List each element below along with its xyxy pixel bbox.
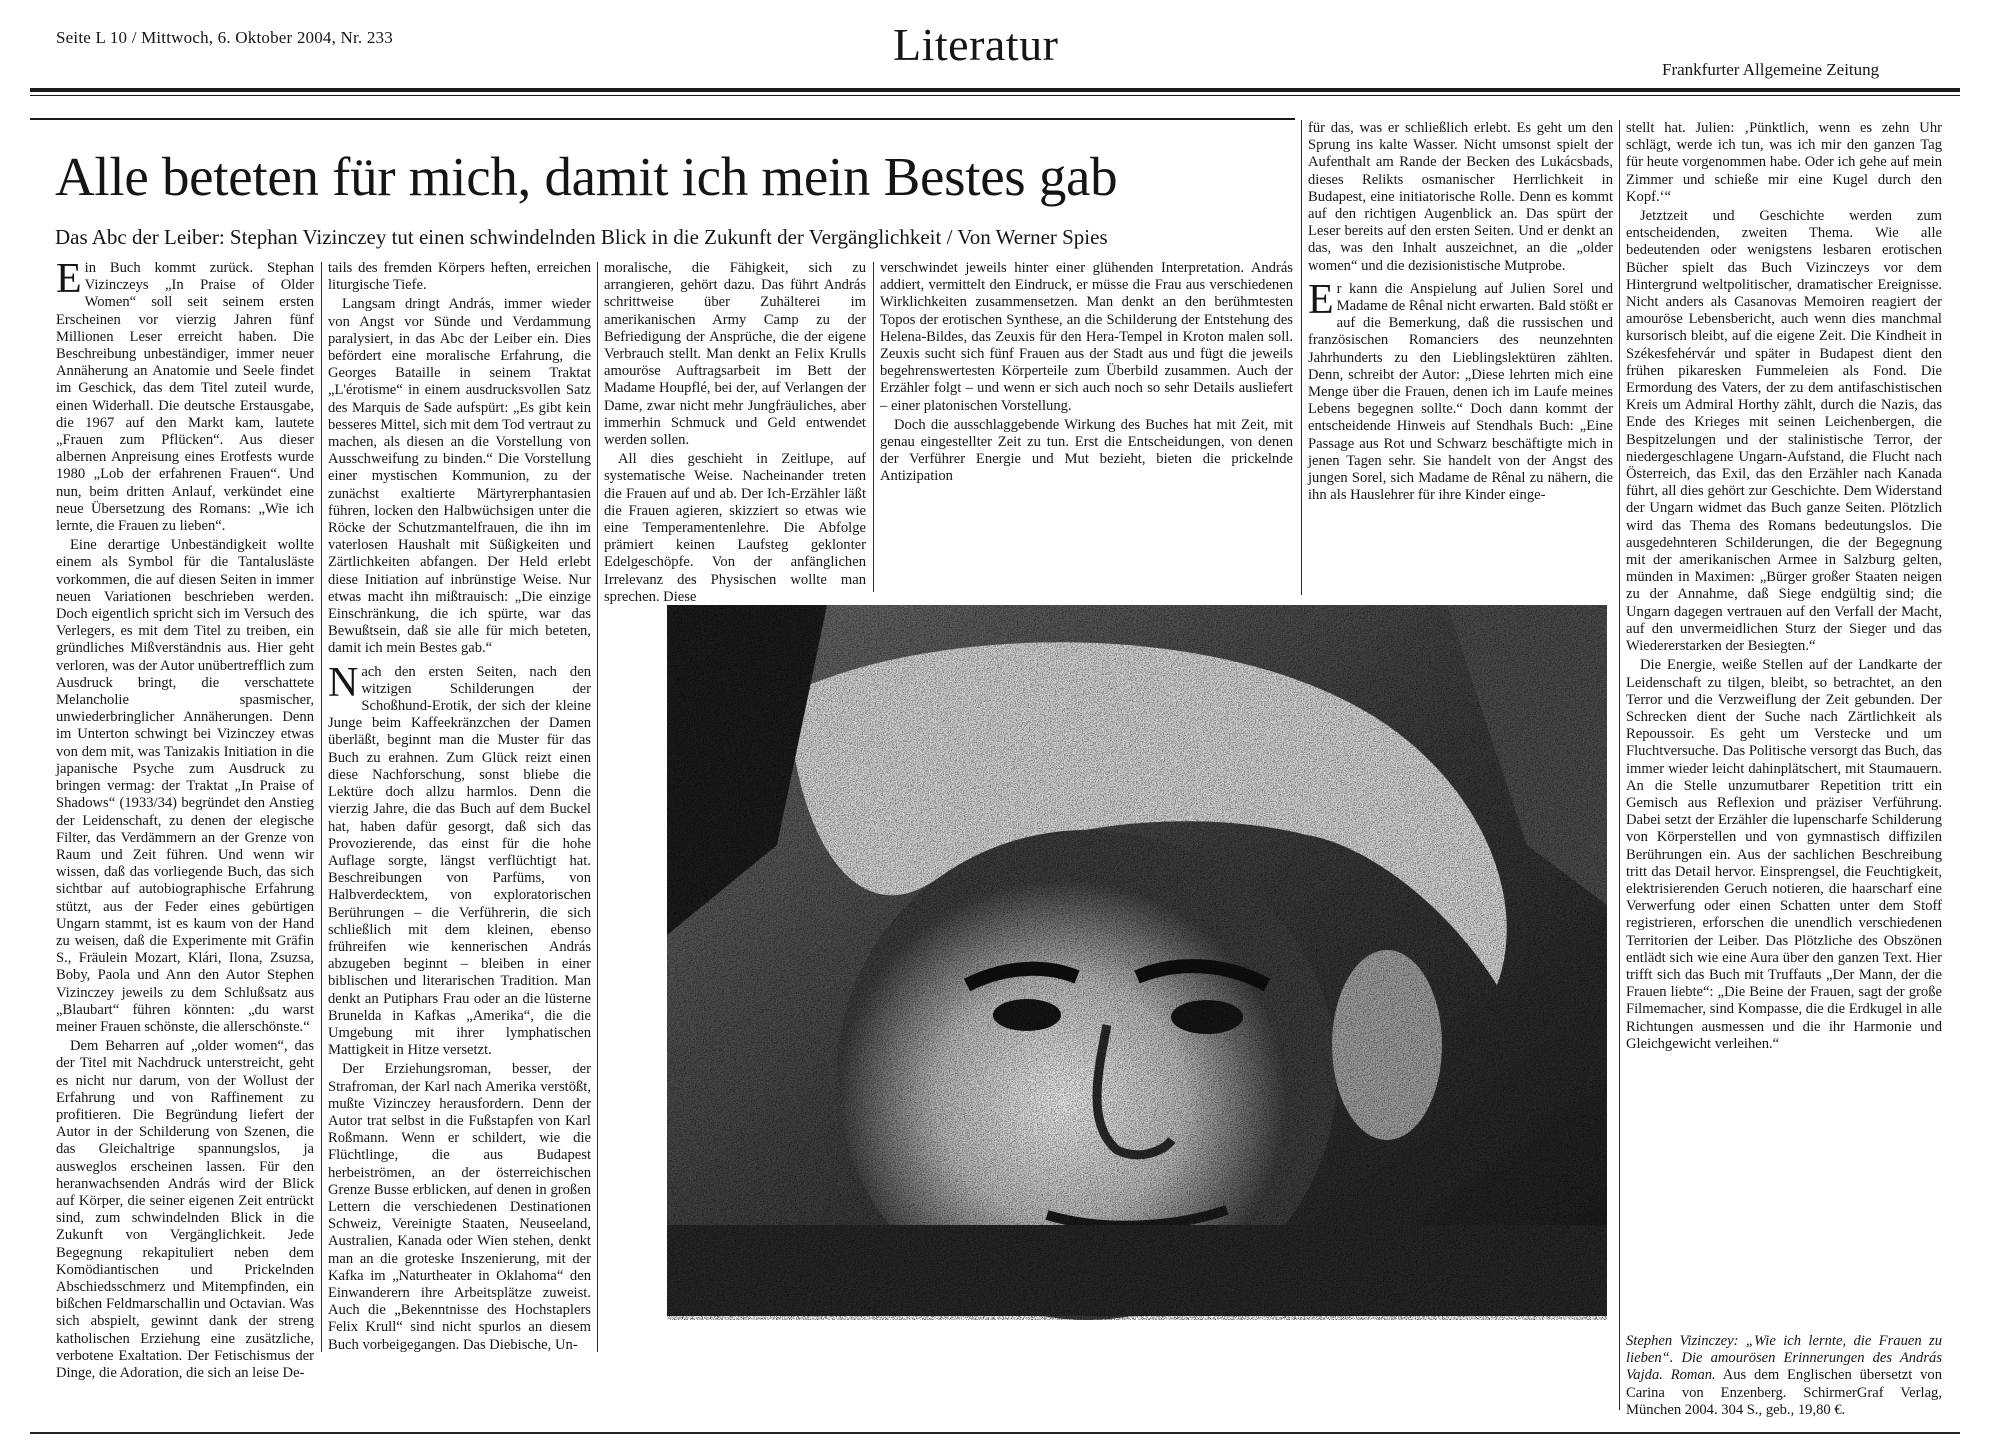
- paragraph: Nach den ersten Seiten, nach den witzigen Schilderungen der Schoßhund-Erotik, der sich der kleine Junge beim Kaffeekränzchen der Damen überläßt, beginnt man die Muster für das Buch zu erahnen. Zum Glück reizt einen diese Nachforschung, sonst bliebe die Lektüre doch allzu harmlos. Denn die vierzig Jahre, die das Buch auf dem Buckel hat, haben dafür gesorgt, daß sich das Provozierende, das einst für die hohe Auflage sorgte, längst verflüchtigt hat. Beschreibungen von Parfüms, von Halbverdecktem, von exploratorischen Berührungen – die Verführerin, die sich schließlich mit dem kleinen, ebenso frühreifen wie kennerischen András abzugeben beginnt – bleiben in einer biblischen und literarischen Tradition. Man denkt an Putiphars Frau oder an die lüsterne Brunelda in Kafkas „Amerika“, die die Umgebung mit ihrer lymphatischen Mattigkeit in Hitze versetzt.: [328, 659, 591, 1059]
- book-caption: [1626, 1333, 1942, 1419]
- paragraph: Langsam dringt András, immer wieder von Angst vor Sünde und Verdammung paralysiert, in das Abc der Leiber ein. Dies befördert eine moralische Erfahrung, die Georges Bataille in seinem Traktat „L'érotisme“ in einem ausdrucksvollen Satz des Marquis de Sade aufspürt: „Es gibt kein besseres Mittel, sich mit dem Tod vertraut zu machen, als diesen an die Vorstellung von Ausschweifung zu binden.“ Die Vorstellung einer mystischen Kommunion, zu der zunächst exaltierte Märtyrerphantasien führen, locken den Halbwüchsigen unter die Röcke der Schutzmantelfrauen, die ihn im vaterlosen Haushalt mit Süßigkeiten und Zärtlichkeiten abfangen. Der Held erlebt diese Initiation auf inbrünstige Weise. Nur etwas macht ihn mißtrauisch: „Die einzige Einschränkung, die ich spürte, war das Bewußtsein, daß sie alle für mich beteten, damit ich mein Bestes gab.“: [328, 296, 591, 657]
- article-column-2: [328, 260, 591, 1356]
- paragraph: All dies geschieht in Zeitlupe, auf systematische Weise. Nacheinander treten die Frauen auf und ab. Der Ich-Erzähler läßt die Frauen agieren, skizziert so etwas wie eine Temperamentenlehre. Die Abfolge prämiert keinen Laufsteg geklonter Edelgeschöpfe. Von der anfänglichen Irrelevanz des Physischen wollte man sprechen. Diese: [604, 451, 866, 605]
- paragraph: Er kann die Anspielung auf Julien Sorel und Madame de Rênal nicht erwarten. Bald stößt er auf die Bemerkung, daß die russischen und französischen Romanciers des neunzehnten Jahrhunderts zu den Lieblingslektüren zählten. Denn, schreibt der Autor: „Diese lehrten mich eine Menge über die Frauen, denen ich im Laufe meines Lebens begegnen sollte.“ Doch dann kommt der entscheidende Hinweis auf Stendhals Buch: „Eine Passage aus Rot und Schwarz beschäftigte mich in jenen Tagen sehr. Sie handelt von der Angst des jungen Sorel, sich Madame de Rênal zu nähern, die ihn als Hauslehrer für ihre Kinder einge-: [1308, 276, 1613, 504]
- article-column-6: [1626, 120, 1942, 1320]
- article-column-3: [604, 260, 866, 605]
- newspaper-name: Frankfurter Allgemeine Zeitung: [1662, 60, 1880, 79]
- paragraph: Eine derartige Unbeständigkeit wollte einem als Symbol für die Tantalusläste vorkommen, die auf diesen Seiten in immer neuen Variationen beschrieben werden. Doch eigentlich spricht sich im Versuch des Verlegers, es mit dem Titel zu treiben, ein gründliches Mißverständnis aus. Hier geht verloren, was der Autor unübertrefflich zum Ausdruck bringt, die verschattete Melancholie spasmischer, unwiederbringlicher Annäherungen. Denn im Unterton schwingt bei Vizinczey etwas von dem mit, was Tanizakis Initiation in die japanische Psyche zum Ausdruck zu bringen vermag: der Traktat „In Praise of Shadows“ (1933/34) begründet den Anstieg der Leidenschaft, zu denen der elegische Filter, das Verdämmern an der Grenze von Raum und Zeit führen. Und wenn wir wissen, daß das vorliegende Buch, das sich sichtbar auf autobiographische Erfahrung stützt, aus der Feder eines gebürtigen Ungarn stammt, ist es kaum von der Hand zu weisen, daß die Experimente mit Gräfin S., Fräulein Mozart, Klári, Ilona, Zsuzsa, Boby, Paola und Ann den Autor Stephen Vizinczey jeweils zu dem Schlußsatz aus „Blaubart“ führen könnten: „du warst meiner Frauen schönste, die allerschönste.“: [56, 537, 314, 1035]
- column-separator: [1301, 120, 1302, 595]
- drop-cap: N: [328, 659, 359, 706]
- drop-cap: E: [56, 256, 82, 302]
- paragraph: tails des fremden Körpers heften, erreichen liturgische Tiefe.: [328, 260, 591, 294]
- issue-line: Seite L 10 / Mittwoch, 6. Oktober 2004, Nr. 233: [56, 28, 393, 47]
- drop-cap: E: [1308, 276, 1334, 323]
- paragraph: stellt hat. Julien: ‚Pünktlich, wenn es zehn Uhr schlägt, werde ich tun, was ich mir den ganzen Tag für heute vorgenommen habe. Oder ich gehe auf mein Zimmer und schieße mir eine Kugel durch den Kopf.‘“: [1626, 120, 1942, 205]
- paragraph: Dem Beharren auf „older women“, das der Titel mit Nachdruck unterstreicht, geht es nicht nur darum, von der Wollust der Erfahrung und von Raffinement zu profitieren. Die Begründung liefert der Autor in der Schilderung von Szenen, die das Gleichaltrige spannungslos, ja ausweglos erscheinen lassen. Für den heranwachsenden András wird der Blick auf Körper, die seiner eigenen Zeit entrückt sind, zum schwindelnden Blick in die Zukunft von Vergänglichkeit. Jede Begegnung rekapituliert neben dem Komödiantischen und Prickelnden Abschiedsschmerz und Mitempfinden, ein bißchen Feldmarschallin und Octavian. Was sich abspielt, gewinnt dank der streng katholischen Erziehung eine zusätzliche, verbotene Exaltation. Der Fetischismus der Dinge, die Adoration, die sich an leise De-: [56, 1038, 314, 1381]
- paragraph: verschwindet jeweils hinter einer glühenden Interpretation. András addiert, vermittelt den Eindruck, er müsse die Frau aus verschiedenen Wirklichkeiten zusammensetzen. Man denkt an den berühmtesten Topos der erotischen Synthese, an die Schilderung der Entstehung des Helena-Bildes, das Zeuxis für den Hera-Tempel in Kroton malen soll. Zeuxis sucht sich fünf Frauen aus der Stadt aus und fügt die jeweils begehrenswertesten Körperteile zum Überbild zusammen. Auch der Erzähler folgt – und wenn er sich auch noch so sehr Details ausliefert – einer platonischen Vorstellung.: [880, 260, 1293, 414]
- paragraph: Ein Buch kommt zurück. Stephan Vizinczeys „In Praise of Older Women“ soll seit seinem ersten Erscheinen vor vierzig Jahren fünf Millionen Leser erreicht haben. Die Beschreibung unbeständiger, immer neuer Annäherung an Anatomie und Seele findet im Geschick, das dem Titel zuteil wurde, einen Widerhall. Die deutsche Erstausgabe, die 1967 auf den Markt kam, lautete „Frauen zum Pflücken“. Aus dieser albernen Anpreisung eines Erotfests wurde 1980 „Lob der erfahrenen Frauen“. Und nun, beim dritten Anlauf, verkündet eine neue Übersetzung des Romans: „Wie ich lernte, die Frauen zu lieben“.: [56, 256, 314, 535]
- caption-publisher: Aus dem Englischen übersetzt von Carina von Enzenberg. SchirmerGraf Verlag, München 2004. 304 S., geb., 19,80 €.: [1626, 1367, 1943, 1418]
- column-separator: [873, 262, 874, 592]
- portrait-photo: [667, 605, 1607, 1316]
- column-separator: [597, 262, 598, 1352]
- paragraph: moralische, die Fähigkeit, sich zu arrangieren, gehört dazu. Das führt András schrittweise über Zuhälterei im amerikanischen Army Camp zu der Befriedigung der Ansprüche, die der eigene Verbrauch stellt. Man denkt an Felix Krulls amouröse Auftragsarbeit im Bett der Madame Houpflé, bei der, auf Verlangen der Dame, zwar nicht mehr Jungfräuliches, aber immerhin Schmuck und Geld entwendet werden sollen.: [604, 260, 866, 449]
- column-separator: [321, 262, 322, 1352]
- paragraph: für das, was er schließlich erlebt. Es geht um den Sprung ins kalte Wasser. Nicht umsonst spielt der Aufenthalt am Rande der Becken des Lukácsbads, dieses Relikts osmanischer Herrlichkeit in Budapest, eine initiatorische Rolle. Denn es kommt auf den richtigen Augenblick an. Das spürt der Leser bereits auf den ersten Seiten. Und er denkt an das, was den Inhalt auszeichnet, an die „older women“ und die dezisionistische Mutprobe.: [1308, 120, 1613, 274]
- article-headline: Alle beteten für mich, damit ich mein Bestes gab: [55, 146, 1118, 207]
- bottom-rule: [30, 1432, 1960, 1434]
- caption-book-title: Stephen Vizinczey: „Wie ich lernte, die Frauen zu lieben“. Die amourösen Erinnerungen des András Vajda. Roman.: [1626, 1333, 1942, 1384]
- paragraph: Doch die ausschlaggebende Wirkung des Buches hat mit Zeit, mit genau eingestellter Zeit zu tun. Erst die Entscheidungen, von denen der Verführer Energie und Mut bezieht, bieten die prickelnde Antizipation: [880, 416, 1293, 485]
- article-column-5: [1308, 120, 1613, 600]
- section-title: Literatur: [893, 19, 1059, 70]
- paragraph: Der Erziehungsroman, besser, der Strafroman, der Karl nach Amerika verstößt, mußte Vizinczey herausfordern. Denn der Autor trat selbst in die Fußstapfen von Karl Roßmann. Wenn er schildert, wie die Flüchtlinge, die aus Budapest herbeiströmen, an der österreichischen Grenze Busse erblicken, auf denen in großen Lettern die verschiedenen Destinationen Schweiz, Vereinigte Staaten, Neuseeland, Australien, Kanada oder Wien stehen, denkt man an die groteske Inszenierung, mit der Kafka im „Naturtheater in Oklahoma“ den Einwanderern ihre Arbeitsplätze zuweist. Auch die „Bekenntnisse des Hochstaplers Felix Krull“ sind nicht spurlos an diesem Buch vorbeigegangen. Das Diebische, Un-: [328, 1061, 591, 1353]
- top-rule-thick: [30, 88, 1960, 92]
- top-rule-thin: [30, 95, 1960, 96]
- article-column-1: [56, 256, 314, 1381]
- paragraph: Jetztzeit und Geschichte werden zum entscheidenden, zweiten Thema. Wie alle bedeutenden oder wenigstens lesbaren erotischen Bücher spielt das Buch Vizinczeys vor dem Hintergrund weltpolitischer, dramatischer Ereignisse. Nicht anders als Casanovas Memoiren reagiert der amouröse Lebensbericht, auch wenn dies manchmal kursorisch bleibt, auf die eigene Zeit. Die Kindheit in Székesfehérvár und später in Budapest dient den frühen pikaresken Fummeleien als Fond. Die Ermordung des Vaters, der zu dem antifaschistischen Kreis um Admiral Horthy zählt, durch die Nazis, das Ende des Krieges mit seinen Leichenbergen, die Bespitzelungen und der stalinistische Terror, der niedergeschlagene Ungarn-Aufstand, die Flucht nach Österreich, das Exil, das den Erzähler nach Kanada führt, all dies gehört zur Geschichte. Dem Widerstand der Ungarn widmet das Buch ganze Seiten. Plötzlich wird das Thema des Romans bedeutungslos. Die ausgedehnteren Schilderungen, die der Begegnung mit der amerikanischen Armee in Salzburg gelten, münden in Maximen: „Bürger großer Staaten neigen zu der Annahme, daß Siege endgültig sind; die Ungarn dagegen vertrauen auf den Verfall der Macht, auf den unvermeidlichen Sturz der Sieger und das Wiedererstarken der Besiegten.“: [1626, 208, 1942, 655]
- article-column-4: [880, 260, 1293, 590]
- headline-rule: [30, 118, 1295, 120]
- article-subheadline: Das Abc der Leiber: Stephan Vizinczey tut einen schwindelnden Blick in die Zukunft der Vergänglichkeit / Von Werner Spies: [55, 225, 1108, 249]
- column-separator: [1619, 120, 1620, 1410]
- paragraph: Die Energie, weiße Stellen auf der Landkarte der Leidenschaft zu tilgen, bleibt, so betrachtet, an den Terror und die Verzweiflung der Zeit gebunden. Der Schrecken dient der Suche nach Zärtlichkeit als Repoussoir. Es geht um Verstecke und um Fluchtversuche. Das Politische versorgt das Buch, das immer wieder leicht dahinplätschert, mit Staumauern. An die Stelle unzumutbarer Repetition tritt ein Gemisch aus Reflexion und präziser Verführung. Dabei setzt der Erzähler die lupenscharfe Schilderung von Körperstellen und von gymnastisch diffizilen Berührungen ein. Aus der sachlichen Beschreibung tritt das Detail hervor. Einsprengsel, die Feuchtigkeit, elektrisierenden Geruch notieren, die haarscharf eine Verwerfung oder einen Schatten unter dem Stoff registrieren, erforschen die unendlich verschiedenen Territorien der Leiber. Das Plötzliche des Obszönen entlädt sich wie eine Aura über den ganzen Text. Hier trifft sich das Buch mit Truffauts „Der Mann, der die Frauen liebte“: „Die Beine der Frauen, sagt der große Filmemacher, sind Kompasse, die die Erdkugel in alle Richtungen ausmessen und die ihr Harmonie und Gleichgewicht verleihen.“: [1626, 657, 1942, 1052]
